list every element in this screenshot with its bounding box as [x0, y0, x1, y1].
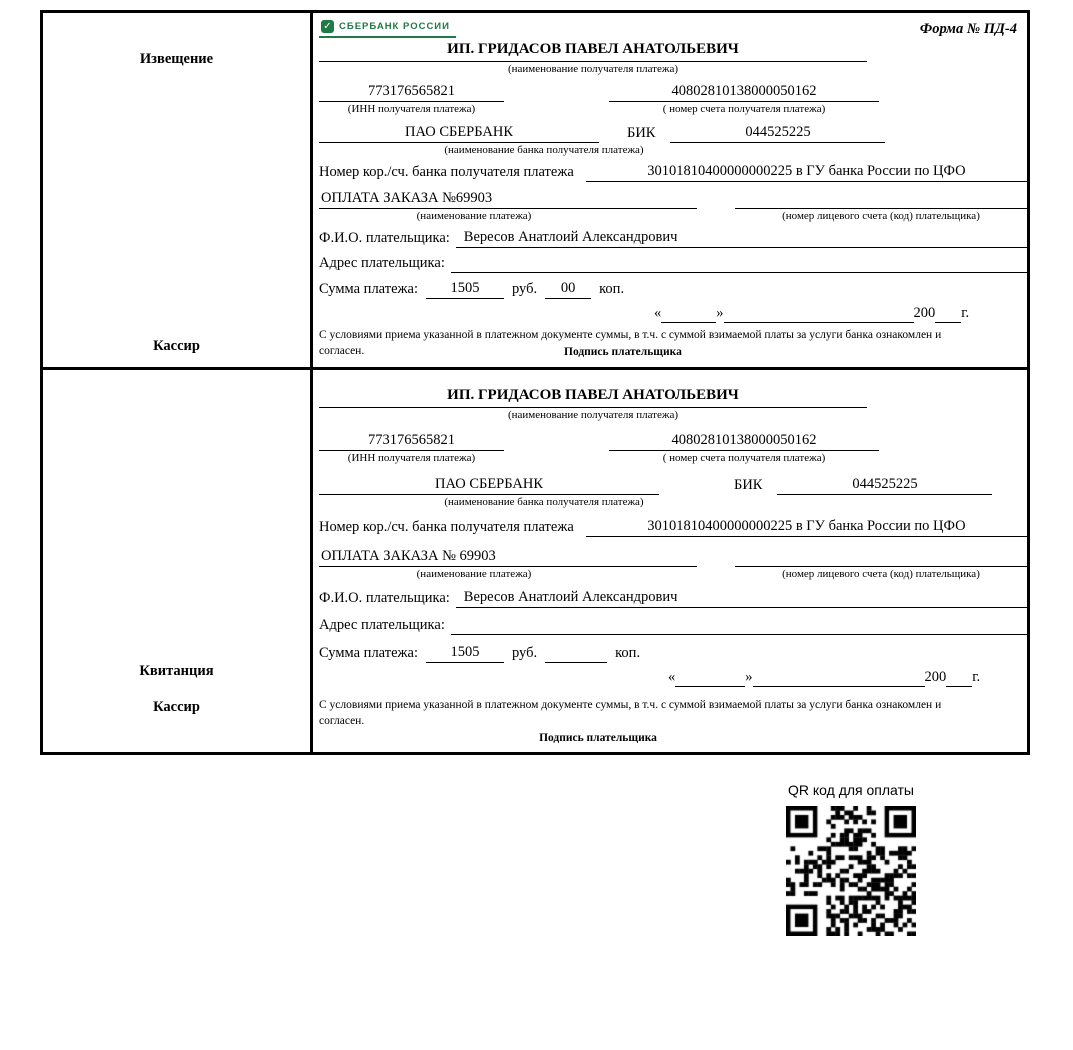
account-value: 40802810138000050162 — [609, 81, 879, 102]
date-line — [654, 303, 1027, 323]
payee-name: ИП. ГРИДАСОВ ПАВЕЛ АНАТОЛЬЕВИЧ — [319, 40, 867, 62]
date-month-blank — [753, 671, 925, 687]
personal-account-caption: (номер лицевого счета (код) плательщика) — [782, 210, 980, 222]
bik-label: БИК — [627, 125, 656, 141]
sum-kop-value — [545, 642, 607, 663]
personal-account-field — [735, 546, 1027, 567]
purpose-caption: (наименование платежа) — [416, 568, 532, 581]
kop-label: коп. — [615, 645, 641, 662]
notice-side-column — [43, 13, 313, 367]
sberbank-logo — [319, 19, 456, 38]
receipt-side-column — [43, 370, 313, 752]
qr-code — [786, 806, 916, 936]
rub-label: руб. — [512, 281, 538, 297]
inn-value: 773176565821 — [319, 81, 504, 102]
year-prefix: 200 — [913, 305, 936, 321]
year-suffix: г. — [972, 669, 981, 686]
personal-account-caption: (номер лицевого счета (код) плательщика) — [782, 568, 980, 581]
corr-account-value: 30101810400000000225 в ГУ банка России по ЦФО — [586, 516, 1027, 537]
payee-caption: (наименование получателя платежа) — [507, 63, 679, 75]
bank-name: ПАО СБЕРБАНК — [319, 122, 599, 143]
bank-caption: (наименование банка получателя платежа) — [444, 496, 644, 509]
sum-label: Сумма платежа: — [319, 645, 418, 662]
terms-text: С условиями приема указанной в платежном документе суммы, в т.ч. с суммой взимаемой платы за услуги банка ознакомлен и согласен. — [319, 329, 942, 358]
sum-rub-value: 1505 — [426, 642, 504, 663]
bank-name: ПАО СБЕРБАНК — [319, 474, 659, 495]
purpose-caption: (наименование платежа) — [416, 210, 532, 222]
corr-account-value: 30101810400000000225 в ГУ банка России по ЦФО — [586, 161, 1027, 182]
payer-address-label: Адрес плательщика: — [319, 617, 445, 634]
notice-label: Извещение — [139, 51, 214, 67]
payer-name-label: Ф.И.О. плательщика: — [319, 230, 450, 246]
receipt-label: Квитанция — [139, 663, 214, 680]
receipt-section — [43, 370, 1027, 752]
cashier-label: Кассир — [153, 338, 200, 355]
corr-account-label: Номер кор./сч. банка получателя платежа — [319, 519, 574, 536]
kop-label: коп. — [599, 281, 625, 297]
terms-text: С условиями приема указанной в платежном документе суммы, в т.ч. с суммой взимаемой платы за услуги банка ознакомлен и согласен. — [319, 699, 942, 728]
bik-value: 044525225 — [777, 474, 992, 495]
account-caption: ( номер счета получателя платежа) — [662, 452, 826, 465]
bik-value: 044525225 — [670, 122, 885, 143]
sum-kop-value: 00 — [545, 278, 591, 299]
payment-purpose: ОПЛАТА ЗАКАЗА №69903 — [319, 188, 697, 209]
open-quote: « — [668, 669, 676, 686]
notice-body — [313, 13, 1027, 367]
payer-name-label: Ф.И.О. плательщика: — [319, 590, 450, 607]
inn-value: 773176565821 — [319, 430, 504, 451]
qr-label: QR код для оплаты — [787, 782, 914, 798]
account-caption: ( номер счета получателя платежа) — [662, 103, 826, 115]
sum-rub-value: 1505 — [426, 278, 504, 299]
account-value: 40802810138000050162 — [609, 430, 879, 451]
bank-caption: (наименование банка получателя платежа) — [444, 144, 644, 156]
personal-account-field — [735, 188, 1027, 209]
payer-signature-label: Подпись плательщика — [564, 346, 682, 359]
notice-section — [43, 13, 1027, 370]
payer-address-label: Адрес плательщика: — [319, 255, 445, 271]
payee-name: ИП. ГРИДАСОВ ПАВЕЛ АНАТОЛЬЕВИЧ — [319, 386, 867, 408]
payer-name-value: Вересов Анатлоий Александрович — [456, 587, 1027, 608]
payment-purpose: ОПЛАТА ЗАКАЗА № 69903 — [319, 546, 697, 567]
close-quote: » — [745, 669, 753, 686]
rub-label: руб. — [512, 645, 538, 662]
sberbank-logo-text: СБЕРБАНК РОССИИ — [339, 21, 450, 32]
date-line — [668, 667, 1027, 687]
payer-address-field — [451, 252, 1027, 273]
year-suffix: г. — [961, 305, 970, 321]
qr-block — [776, 782, 926, 936]
year-blank — [935, 307, 961, 323]
payer-address-field — [451, 614, 1027, 635]
sberbank-icon — [321, 20, 334, 33]
sum-label: Сумма платежа: — [319, 281, 418, 297]
cashier-label: Кассир — [153, 699, 200, 716]
corr-account-label: Номер кор./сч. банка получателя платежа — [319, 164, 574, 180]
year-blank — [946, 671, 972, 687]
close-quote: » — [716, 305, 724, 321]
open-quote: « — [654, 305, 662, 321]
payment-form-pd4 — [40, 10, 1030, 755]
receipt-body — [313, 370, 1027, 752]
inn-caption: (ИНН получателя платежа) — [347, 452, 476, 465]
payer-signature-label: Подпись плательщика — [539, 732, 657, 745]
form-number-label: Форма № ПД-4 — [919, 21, 1017, 37]
payer-name-value: Вересов Анатлоий Александрович — [456, 227, 1027, 248]
bik-label: БИК — [734, 477, 763, 494]
date-day-blank — [675, 671, 745, 687]
payee-caption: (наименование получателя платежа) — [507, 409, 679, 422]
date-month-blank — [724, 307, 914, 323]
year-prefix: 200 — [924, 669, 947, 686]
date-day-blank — [661, 307, 716, 323]
inn-caption: (ИНН получателя платежа) — [347, 103, 476, 115]
